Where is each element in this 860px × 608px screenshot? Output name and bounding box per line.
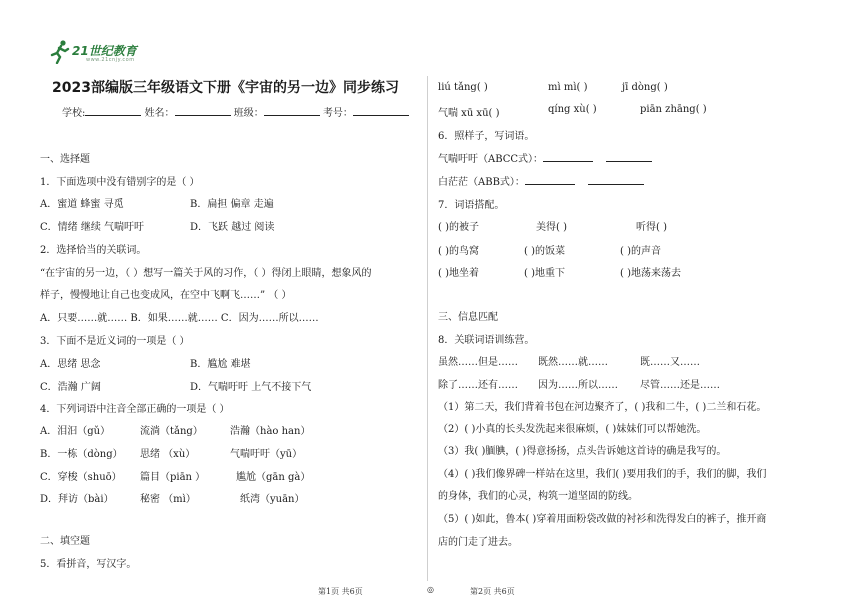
section-heading-fill: 二、填空题	[40, 536, 90, 547]
q7-item-3[interactable]: 听得( )	[636, 222, 667, 233]
q8-word-2: 既然……就……	[538, 357, 608, 368]
question-5: 5．看拼音，写汉字。	[40, 559, 137, 570]
school-field[interactable]	[85, 105, 141, 116]
footer-page-2: 第2页 共6页	[470, 587, 515, 596]
pinyin-3[interactable]: jī dòng( )	[622, 82, 668, 93]
q7-item-1[interactable]: ( )的被子	[438, 222, 479, 233]
q4-option-d-2: 秘密 （mì）	[140, 494, 196, 505]
brand-logo	[50, 38, 150, 66]
q4-option-a-3: 浩瀚（hào han）	[230, 426, 311, 437]
q6-abb-label: 白茫茫（ABB式）：	[438, 177, 525, 188]
info-line	[62, 104, 409, 119]
q6-abcc	[438, 150, 652, 165]
q2-passage-line-2: 样子，慢慢地让自己也变成风，在空中飞啊飞……” （ ）	[40, 290, 292, 301]
q1-option-b[interactable]: B．扁担 偏章 走遍	[190, 199, 274, 210]
q8-sentence-3[interactable]: （3）我( )腼腆，( )得意扬扬，点头告诉她这首诗的确是我写的。	[438, 446, 727, 457]
class-label: 班级：	[233, 108, 264, 119]
q8-word-1: 虽然……但是……	[438, 357, 518, 368]
pinyin-6[interactable]: piān zhāng( )	[640, 104, 707, 115]
footer-page-1: 第1页 共6页	[318, 587, 363, 596]
q8-sentence-2[interactable]: （2）( )小真的长头发洗起来很麻烦，( )妹妹们可以帮她洗。	[438, 424, 707, 435]
runner-icon	[50, 40, 70, 64]
column-divider	[427, 76, 428, 581]
section-heading-choice: 一、选择题	[40, 154, 90, 165]
q7-item-6[interactable]: ( )的声音	[620, 246, 661, 257]
q6-abb-blank-1[interactable]	[525, 174, 575, 185]
q4-option-b-3: 气喘吁吁（yū）	[230, 449, 303, 460]
q4-option-c-2: 篇目（piān ）	[140, 472, 206, 483]
q6-abcc-label: 气喘吁吁（ABCC式）：	[438, 154, 544, 165]
q4-option-a-2: 流淌（tǎng）	[140, 426, 203, 437]
q4-option-b-2: 思绪 （xù）	[140, 449, 196, 460]
q1-option-a[interactable]: A．蜜道 蜂蜜 寻觅	[40, 199, 124, 210]
q4-option-d-1[interactable]: D．拜访（bài）	[40, 494, 114, 505]
question-7: 7．词语搭配。	[438, 200, 505, 211]
q2-passage-line-1: “在宇宙的另一边，（ ）想写一篇关于风的习作，（ ）得闭上眼睛，想象风的	[40, 268, 372, 279]
footer-separator: ◎	[427, 585, 434, 594]
question-2: 2．选择恰当的关联词。	[40, 245, 147, 256]
q8-word-3: 既……又……	[640, 357, 700, 368]
q6-abcc-blank-1[interactable]	[543, 151, 593, 162]
q4-option-c-3: 尴尬（gān gà）	[236, 472, 311, 483]
question-4: 4．下列词语中注音全部正确的一项是（ ）	[40, 404, 230, 415]
q2-options[interactable]: A．只要……就…… B．如果……就…… C．因为……所以……	[40, 313, 319, 324]
q7-item-8[interactable]: ( )地重下	[524, 268, 565, 279]
q6-abb	[438, 173, 644, 188]
q6-abb-blank-2[interactable]	[588, 174, 644, 185]
q8-sentence-5[interactable]: （5）( )如此，鲁本( )穿着用面粉袋改做的衬衫和洗得发白的裤子，推开商	[438, 514, 767, 525]
name-field[interactable]	[175, 105, 231, 116]
q3-option-c[interactable]: C．浩瀚 广阔	[40, 382, 101, 393]
q4-option-c-1[interactable]: C．穿梭（shuō）	[40, 472, 122, 483]
q4-option-b-1[interactable]: B．一栋（dòng）	[40, 449, 123, 460]
logo-url: www.21cnjy.com	[86, 57, 135, 63]
page-title: 2023部编版三年级语文下册《宇宙的另一边》同步练习	[52, 80, 399, 96]
q8-sentence-1[interactable]: （1）第二天，我们背着书包在河边聚齐了，( )我和二牛，( )二兰和石花。	[438, 402, 767, 413]
school-label: 学校:	[62, 108, 86, 119]
q8-sentence-5-cont: 店的门走了进去。	[438, 537, 518, 548]
q6-abcc-blank-2[interactable]	[606, 151, 652, 162]
q7-item-5[interactable]: ( )的饭菜	[524, 246, 565, 257]
question-1: 1．下面选项中没有错别字的是（ ）	[40, 177, 200, 188]
pinyin-1[interactable]: liú tǎng( )	[438, 82, 488, 93]
q8-word-4: 除了……还有……	[438, 380, 518, 391]
q7-item-2[interactable]: 美得( )	[536, 222, 567, 233]
q7-item-9[interactable]: ( )地荡来荡去	[620, 268, 681, 279]
question-6: 6．照样子，写词语。	[438, 131, 535, 142]
pinyin-4[interactable]: 气喘 xū xū( )	[438, 108, 500, 119]
logo-text: 21世纪教育	[72, 44, 137, 58]
section-heading-match: 三、信息匹配	[438, 312, 498, 323]
q4-option-a-1[interactable]: A．泪汩（gǔ）	[40, 426, 111, 437]
class-field[interactable]	[264, 105, 320, 116]
name-label: 姓名：	[144, 108, 175, 119]
q3-option-a[interactable]: A．思绪 思念	[40, 359, 101, 370]
q8-sentence-4[interactable]: （4）( )我们像界碑一样站在这里，我们( )要用我们的手，我们的脚，我们	[438, 469, 767, 480]
q1-option-c[interactable]: C．情绪 继续 气喘吁吁	[40, 222, 145, 233]
q8-sentence-4-cont: 的身体，我们的心灵，构筑一道坚固的防线。	[438, 491, 638, 502]
question-8: 8．关联词语训练营。	[438, 335, 535, 346]
q4-option-d-3: 纸湾（yuān）	[240, 494, 305, 505]
q7-item-7[interactable]: ( )地坐着	[438, 268, 479, 279]
question-3: 3．下面不是近义词的一项是（ ）	[40, 336, 190, 347]
number-field[interactable]	[353, 105, 409, 116]
q3-option-d[interactable]: D．气喘吁吁 上气不接下气	[190, 382, 312, 393]
pinyin-5[interactable]: qíng xù( )	[548, 104, 597, 115]
pinyin-2[interactable]: mì mì( )	[548, 82, 588, 93]
q8-word-6: 尽管……还是……	[640, 380, 720, 391]
q7-item-4[interactable]: ( )的鸟窝	[438, 246, 479, 257]
number-label: 考号：	[322, 108, 353, 119]
q3-option-b[interactable]: B．尴尬 难堪	[190, 359, 251, 370]
q8-word-5: 因为……所以……	[538, 380, 618, 391]
q1-option-d[interactable]: D．飞跃 越过 阅读	[190, 222, 275, 233]
